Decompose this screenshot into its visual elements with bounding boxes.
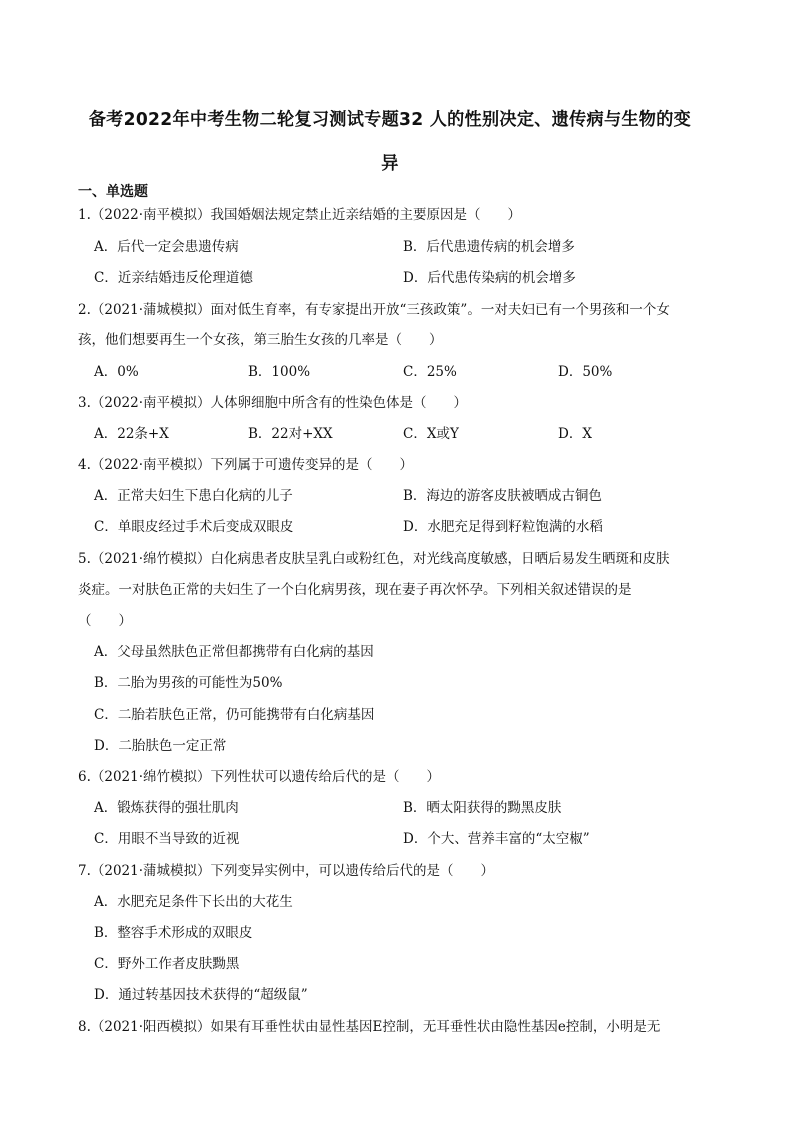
document-title-line-2: 异 [381,154,399,174]
question-2-text-line-2: 孩，他们想要再生一个女孩，第三胎生女孩的几率是（ ） [78,332,443,348]
question-3-option-b: B．22对+XX [248,426,333,442]
question-3-text: 3.（2022·南平模拟）人体卵细胞中所含有的性染色体是（ ） [78,395,468,411]
question-1-option-a: A．后代一定会患遗传病 [94,239,239,255]
question-5-option-b: B．二胎为男孩的可能性为50% [94,675,283,691]
question-7-text: 7.（2021·蒲城模拟）下列变异实例中，可以遗传给后代的是（ ） [78,863,495,879]
question-4-option-b: B．海边的游客皮肤被晒成古铜色 [403,488,602,504]
question-3-option-c: C．X或Y [403,426,459,442]
question-7-option-d: D．通过转基因技术获得的“超级鼠” [94,987,308,1003]
question-7-option-b: B．整容手术形成的双眼皮 [94,925,253,941]
question-2-option-c: C．25% [403,364,457,380]
question-5-option-a: A．父母虽然肤色正常但都携带有白化病的基因 [94,644,374,660]
question-2-option-a: A．0% [94,364,139,380]
question-7-option-a: A．水肥充足条件下长出的大花生 [94,894,293,910]
question-6-option-a: A．锻炼获得的强壮肌肉 [94,800,239,816]
question-6-option-d: D．个大、营养丰富的“太空椒” [403,831,590,847]
question-5-text-line-3: （ ） [78,613,132,629]
question-5-option-c: C．二胎若肤色正常，仍可能携带有白化病基因 [94,707,375,723]
question-1-option-c: C．近亲结婚违反伦理道德 [94,270,253,286]
question-7-option-c: C．野外工作者皮肤黝黑 [94,956,240,972]
question-4-text: 4.（2022·南平模拟）下列属于可遗传变异的是（ ） [78,457,414,473]
question-2-option-d: D．50% [558,364,613,380]
question-1-option-b: B．后代患遗传病的机会增多 [403,239,575,255]
question-1-text: 1.（2022·南平模拟）我国婚姻法规定禁止近亲结婚的主要原因是（ ） [78,207,522,223]
question-3-option-d: D．X [558,426,592,442]
question-4-option-c: C．单眼皮经过手术后变成双眼皮 [94,519,294,535]
question-6-option-c: C．用眼不当导致的近视 [94,831,240,847]
question-1-option-d: D．后代患传染病的机会增多 [403,270,576,286]
question-5-text-line-1: 5.（2021·绵竹模拟）白化病患者皮肤呈乳白或粉红色，对光线高度敏感，日晒后易发生晒斑和皮肤 [78,551,670,567]
question-3-option-a: A．22条+X [94,426,169,442]
question-5-option-d: D．二胎肤色一定正常 [94,738,227,754]
document-title-line-1: 备考2022年中考生物二轮复习测试专题32 人的性别决定、遗传病与生物的变 [88,110,692,130]
question-4-option-d: D．水肥充足得到籽粒饱满的水稻 [403,519,603,535]
question-2-text-line-1: 2.（2021·蒲城模拟）面对低生育率，有专家提出开放“三孩政策”。一对夫妇已有一个男孩和一个女 [78,302,670,318]
question-4-option-a: A．正常夫妇生下患白化病的儿子 [94,488,293,504]
question-6-option-b: B．晒太阳获得的黝黑皮肤 [403,800,562,816]
question-2-option-b: B．100% [248,364,311,380]
question-8-text-line-1: 8.（2021·阳西模拟）如果有耳垂性状由显性基因E控制，无耳垂性状由隐性基因e控制，小明是无 [78,1019,661,1035]
question-5-text-line-2: 炎症。一对肤色正常的夫妇生了一个白化病男孩，现在妻子再次怀孕。下列相关叙述错误的是 [78,582,632,598]
section-heading: 一、单选题 [78,184,148,200]
question-6-text: 6.（2021·绵竹模拟）下列性状可以遗传给后代的是（ ） [78,769,441,785]
